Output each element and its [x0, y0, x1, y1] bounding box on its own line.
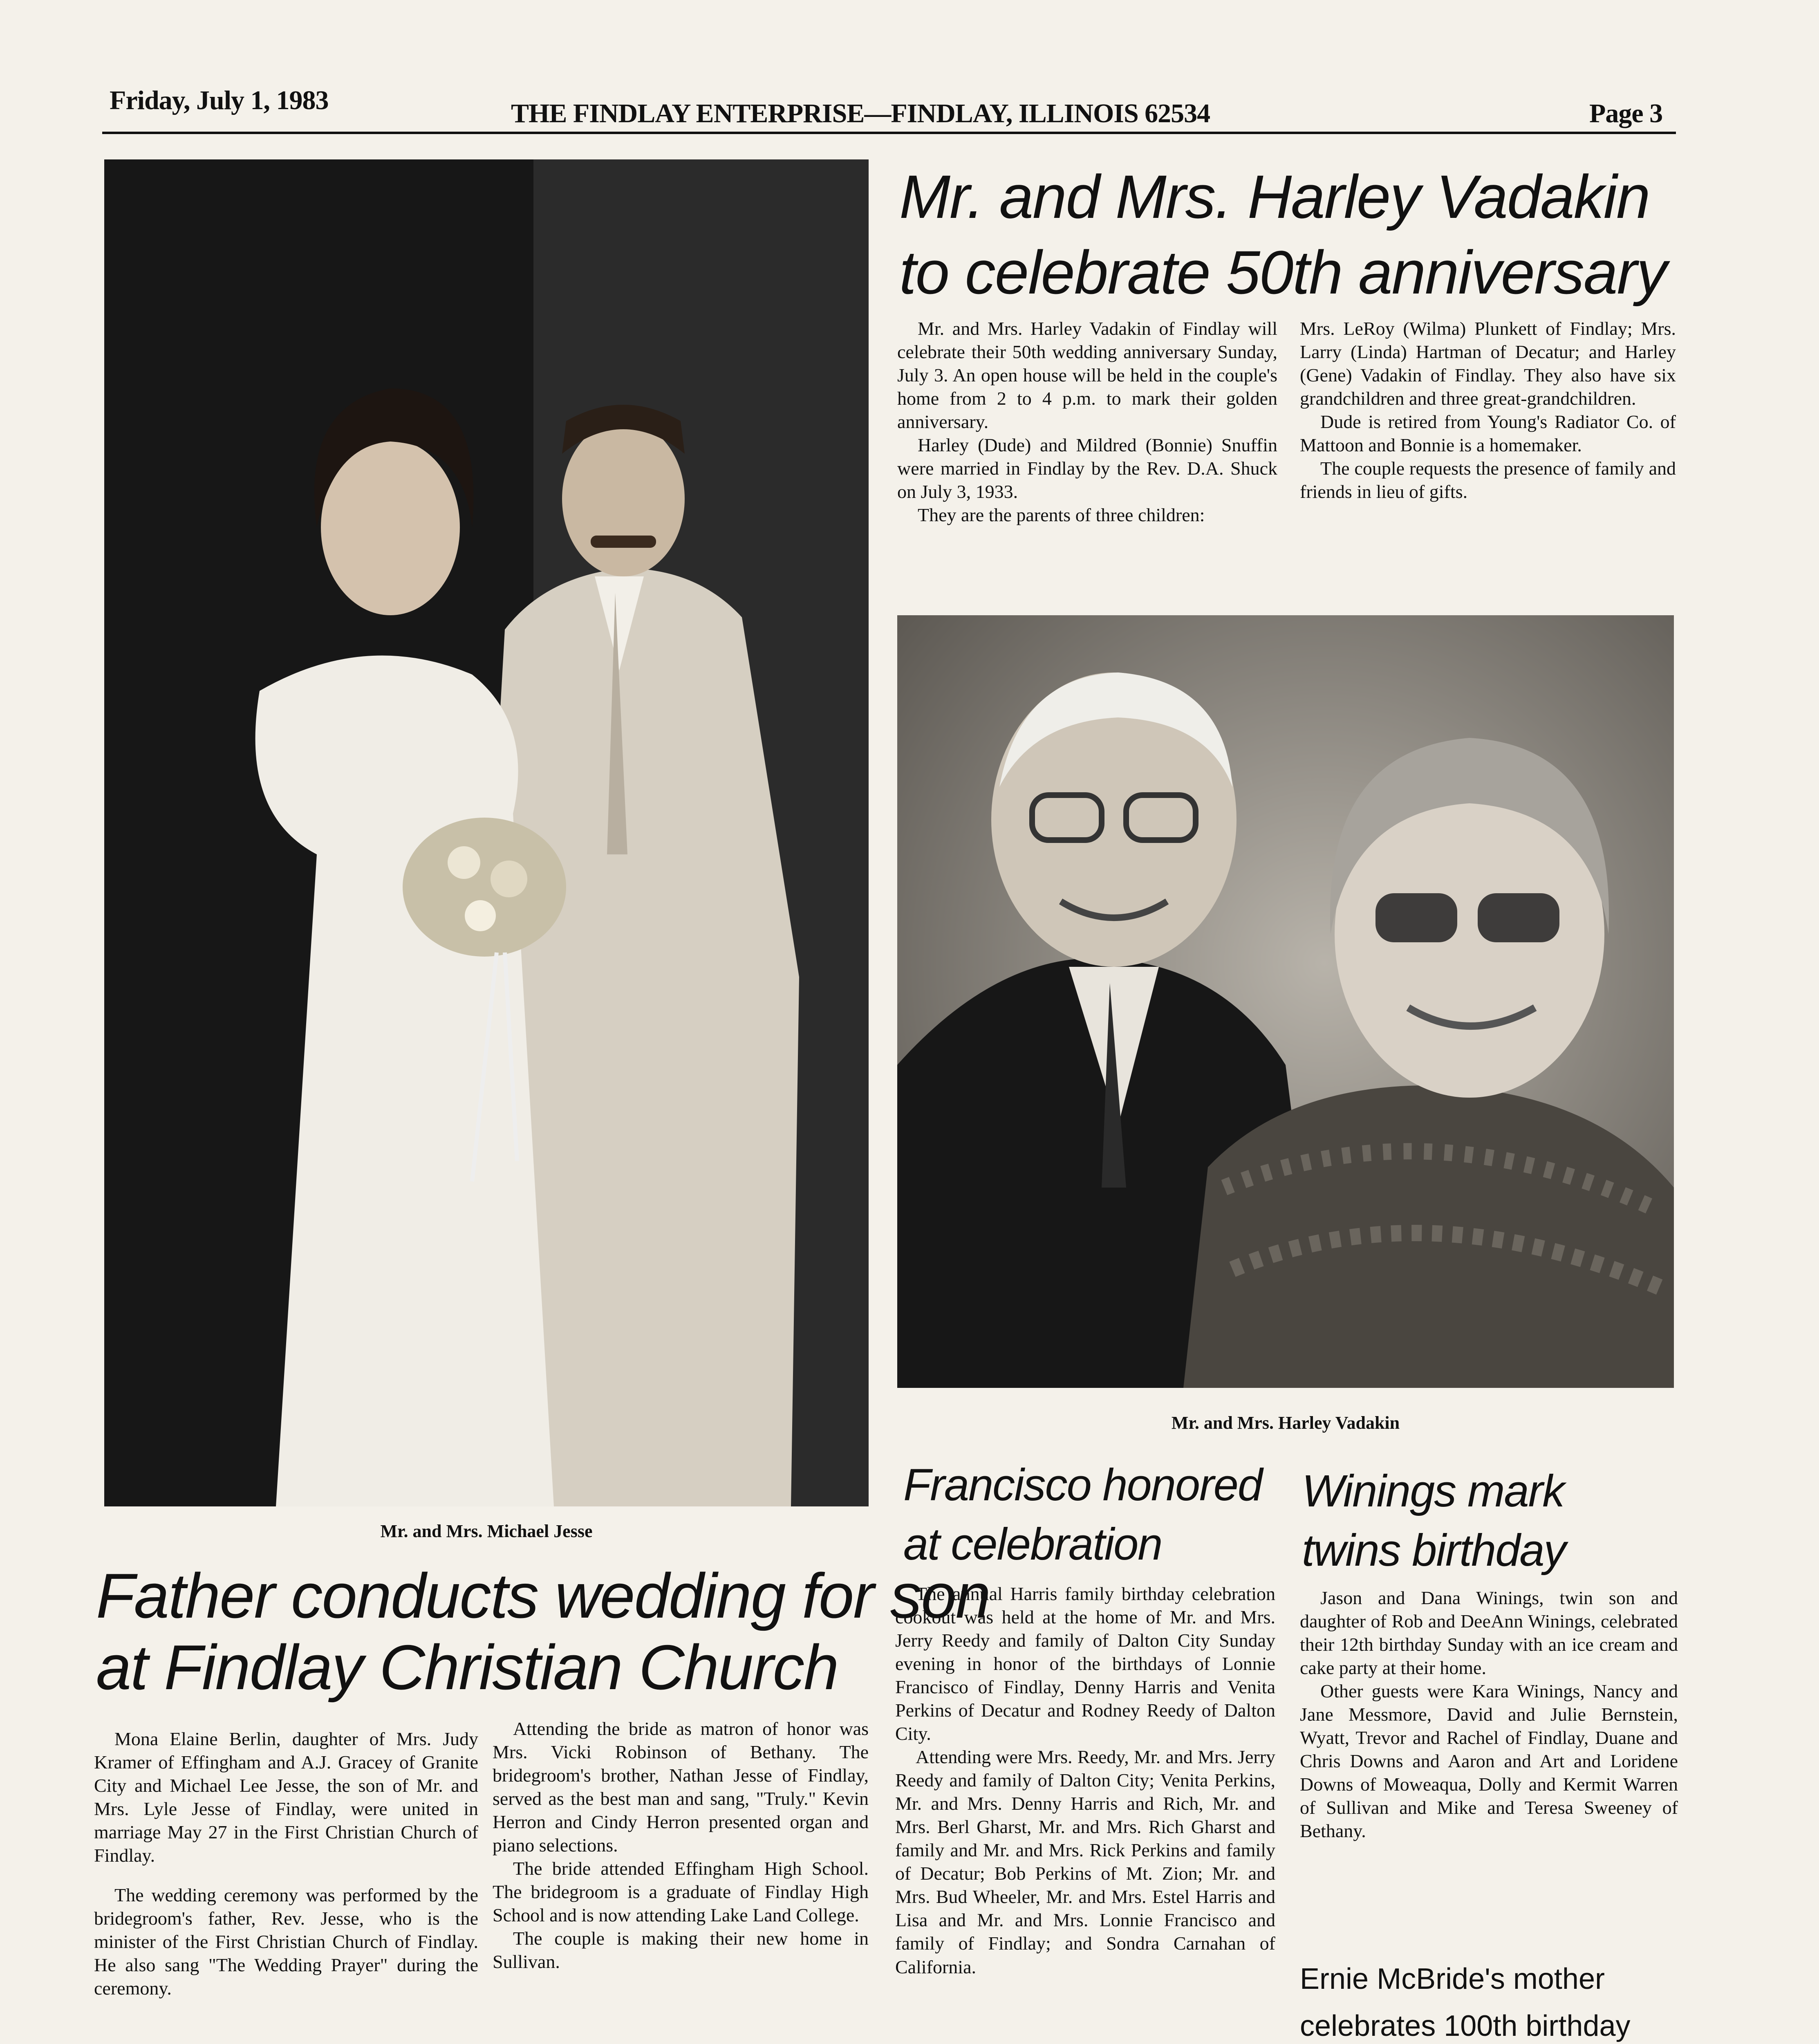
masthead-rule [102, 132, 1676, 134]
winings-p1: Jason and Dana Winings, twin son and daughter of Rob and DeeAnn Winings, celebrated their 12th birthday Sunday with an ice cream and cake party at their home. [1300, 1587, 1678, 1679]
winings-story [1300, 1586, 1678, 1842]
anniversary-headline-line1: Mr. and Mrs. Harley Vadakin [899, 162, 1650, 231]
winings-p2: Other guests were Kara Winings, Nancy and Jane Messmore, David and Julie Bernstein, Wyatt, Trevor and Rachel of Findlay, Duane and Chris Downs and Aaron and Art and Loridene Downs of Moweaqua, Dolly and Kermit Warren of Sullivan and Mike and Teresa Sweeney of Bethany. [1300, 1681, 1678, 1842]
francisco-headline-line2: at celebration [903, 1519, 1162, 1569]
anniversary-col1-p3: They are the parents of three children: [918, 504, 1205, 526]
francisco-story [895, 1582, 1275, 1979]
wedding-story-col1 [94, 1727, 478, 2000]
wedding-col1-p1: Mona Elaine Berlin, daughter of Mrs. Judy Kramer of Effingham and A.J. Gracey of Granite City and Michael Lee Jesse, the son of Mr. and Mrs. Lyle Jesse of Findlay, were united in marriage May 27 in the First Christian Church of Findlay. [94, 1728, 478, 1866]
wedding-col2-p1: Attending the bride as matron of honor was Mrs. Vicki Robinson of Bethany. The bridegroom's brother, Nathan Jesse of Findlay, served as the best man and sang, "Truly." Kevin Herron and Cindy Herron presented organ and piano selections. [493, 1718, 869, 1856]
anniversary-col2-p2: Dude is retired from Young's Radiator Co. of Mattoon and Bonnie is a homemaker. [1300, 411, 1676, 456]
wedding-photo [104, 159, 869, 1506]
anniversary-col1-p1: Mr. and Mrs. Harley Vadakin of Findlay will celebrate their 50th wedding anniversary Sunday, July 3. An open house will be held in the couple's home from 2 to 4 p.m. to mark their golden anniversary. [897, 318, 1277, 433]
francisco-p1: The annual Harris family birthday celebration cookout was held at the home of Mr. and Mrs. Jerry Reedy and family of Dalton City Sunday evening in honor of the birthdays of Lonnie Francisco of Findlay, Denny Harris and Venita Perkins of Decatur and Rodney Reedy of Dalton City. [895, 1583, 1275, 1744]
wedding-col2-p2: The bride attended Effingham High School. The bridegroom is a graduate of Findlay High School and is now attending Lake Land College. [493, 1858, 869, 1926]
wedding-col2-p3: The couple is making their new home in Sullivan. [493, 1928, 869, 1972]
winings-headline-line1: Winings mark [1302, 1466, 1564, 1516]
page-number: Page 3 [1589, 99, 1663, 128]
mcbride-headline-line1: Ernie McBride's mother [1300, 1963, 1605, 1995]
wedding-col1-p2: The wedding ceremony was performed by the bridegroom's father, Rev. Jesse, who is the minister of the First Christian Church of Findlay. He also sang "The Wedding Prayer" during the ceremony. [94, 1885, 478, 1999]
anniversary-photo [897, 615, 1674, 1388]
francisco-headline-line1: Francisco honored [903, 1460, 1262, 1510]
wedding-story-col2 [493, 1717, 869, 1973]
wedding-headline-line1: Father conducts wedding for son [96, 1560, 990, 1631]
anniversary-story-col2 [1300, 317, 1676, 503]
issue-date: Friday, July 1, 1983 [110, 85, 329, 115]
anniversary-story-col1 [897, 317, 1277, 527]
newspaper-name: THE FINDLAY ENTERPRISE—FINDLAY, ILLINOIS 62534 [511, 99, 1210, 128]
francisco-p2: Attending were Mrs. Reedy, Mr. and Mrs. Jerry Reedy and family of Dalton City; Venita Perkins, Mr. and Mrs. Denny Harris and Rich, Mr. and Mrs. Berl Gharst, Mr. and Mrs. Rich Gharst and family and Mr. and Mrs. Rick Perkins and family of Decatur; Bob Perkins of Mt. Zion; Mr. and Mrs. Bud Wheeler, Mr. and Mrs. Estel Harris and Lisa and Mr. and Mrs. Lonnie Francisco and family of Findlay; and Sondra Carnahan of California. [895, 1746, 1275, 1977]
anniversary-photo-caption: Mr. and Mrs. Harley Vadakin [1171, 1413, 1400, 1433]
wedding-headline-line2: at Findlay Christian Church [96, 1632, 838, 1703]
mcbride-headline-line2: celebrates 100th birthday [1300, 2010, 1631, 2042]
anniversary-col2-p1: Mrs. LeRoy (Wilma) Plunkett of Findlay; Mrs. Larry (Linda) Hartman of Decatur; and Harley (Gene) Vadakin of Findlay. They also have six grandchildren and three great-grandchildren. [1300, 318, 1676, 409]
anniversary-col2-p3: The couple requests the presence of family and friends in lieu of gifts. [1300, 458, 1676, 502]
wedding-photo-caption: Mr. and Mrs. Michael Jesse [380, 1521, 593, 1541]
anniversary-headline-line2: to celebrate 50th anniversary [899, 238, 1667, 307]
anniversary-col1-p2: Harley (Dude) and Mildred (Bonnie) Snuffin were married in Findlay by the Rev. D.A. Shuck on July 3, 1933. [897, 435, 1277, 502]
winings-headline-line2: twins birthday [1302, 1525, 1566, 1576]
